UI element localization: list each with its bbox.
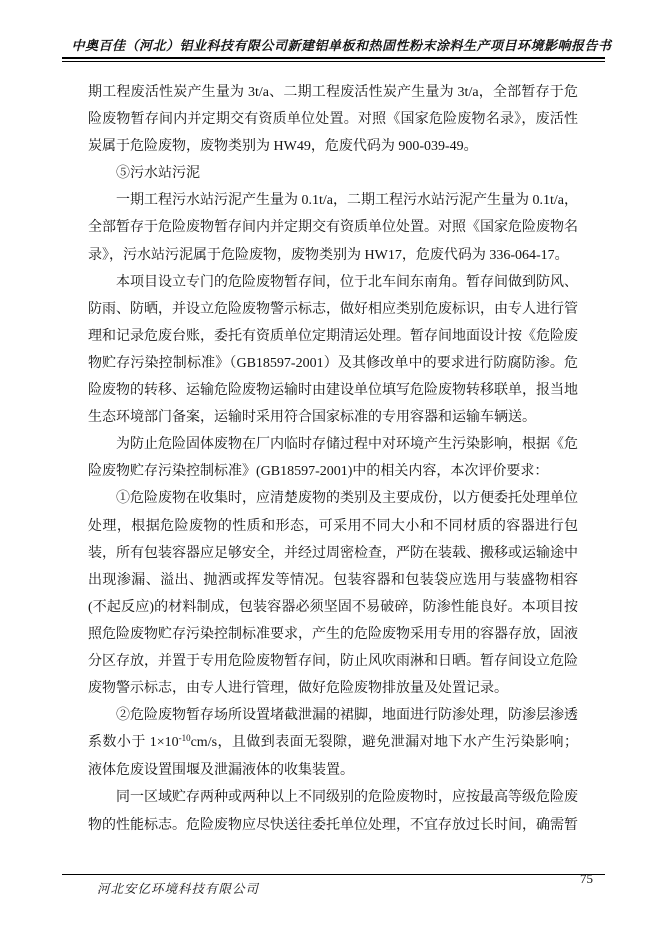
paragraph bbox=[88, 269, 578, 432]
header-rule bbox=[62, 57, 605, 62]
paragraph bbox=[88, 79, 578, 160]
page-number: 75 bbox=[580, 871, 593, 886]
footer-rule bbox=[62, 874, 605, 875]
paragraph-text: 为防止危险固体废物在厂内临时存储过程中对环境产生污染影响，根据《危险废物贮存污染控制标准》(GB18597-2001)中的相关内容，本次评价要求： bbox=[88, 437, 578, 480]
paragraph-text: 本项目设立专门的危险废物暂存间，位于北车间东南角。暂存间做到防风、防雨、防晒，并设立危险废物警示标志，做好相应类别危废标识，由专人进行管理和记录危废台账，委托有资质单位定期清运处理。暂存间地面设计按《危险废物贮存污染控制标准》（GB18597-2001）及其修改单中的要求进行防腐防渗。危险废物的转移、运输危险废物运输时由建设单位填写危险废物转移联单，报当地生态环境部门备案，运输时采用符合国家标准的专用容器和运输车辆送。 bbox=[88, 274, 578, 426]
paragraph-text: cm/s，且做到表面无裂隙，避免泄漏对地下水产生污染影响；液体危废设置围堰及泄漏液体的收集装置。 bbox=[88, 735, 578, 779]
paragraph bbox=[88, 784, 578, 838]
paragraph bbox=[88, 485, 578, 702]
paragraph-text: ⑤污水站污泥 bbox=[116, 166, 200, 182]
footer-company: 河北安亿环境科技有限公司 bbox=[97, 882, 260, 896]
paragraph bbox=[88, 160, 578, 187]
paragraph-text: 同一区域贮存两种或两种以上不同级别的危险废物时，应按最高等级危险废物的性能标志。危险废物应尽快送往委托单位处理，不宜存放过长时间，确需暂 bbox=[88, 790, 578, 833]
paragraph bbox=[88, 187, 578, 268]
paragraph-text: 期工程废活性炭产生量为 3t/a、二期工程废活性炭产生量为 3t/a，全部暂存于危险废物暂存间内并定期交有资质单位处置。对照《国家危险废物名录》，废活性炭属于危险废物，废物类别为 HW49，危废代码为 900-039-49。 bbox=[88, 85, 578, 155]
paragraph-text: ①危险废物在收集时，应清楚废物的类别及主要成份，以方便委托处理单位处理，根据危险废物的性质和形态，可采用不同大小和不同材质的容器进行包装，所有包装容器应足够安全，并经过周密检查，严防在装载、搬移或运输途中出现渗漏、溢出、抛洒或挥发等情况。包装容器和包装袋应选用与装盛物相容(不起反应)的材料制成，包装容器必须坚固不易破碎，防渗性能良好。本项目按照危险废物贮存污染控制标准要求，产生的危险废物采用专用的容器存放，固液分区存放，并置于专用危险废物暂存间，防止风吹雨淋和日晒。暂存间设立危险废物警示标志，由专人进行管理，做好危险废物排放量及处置记录。 bbox=[88, 491, 578, 697]
superscript-text: -10 bbox=[178, 733, 191, 744]
paragraph bbox=[88, 431, 578, 485]
page-header-title: 中奥百佳（河北）铝业科技有限公司新建铝单板和热固性粉末涂料生产项目环境影响报告书 bbox=[71, 38, 612, 53]
paragraph-text: 一期工程污水站污泥产生量为 0.1t/a，二期工程污水站污泥产生量为 0.1t/a，全部暂存于危险废物暂存间内并定期交有资质单位处置。对照《国家危险废物名录》，污水站污泥属于危险废物，废物类别为 HW17，危废代码为 336-064-17。 bbox=[88, 193, 578, 263]
paragraph bbox=[88, 702, 578, 784]
document-body bbox=[88, 79, 578, 839]
paragraph-text: ②危险废物暂存场所设置堵截泄漏的裙脚，地面进行防渗处理，防渗层渗透系数小于 1×10 bbox=[88, 708, 578, 751]
